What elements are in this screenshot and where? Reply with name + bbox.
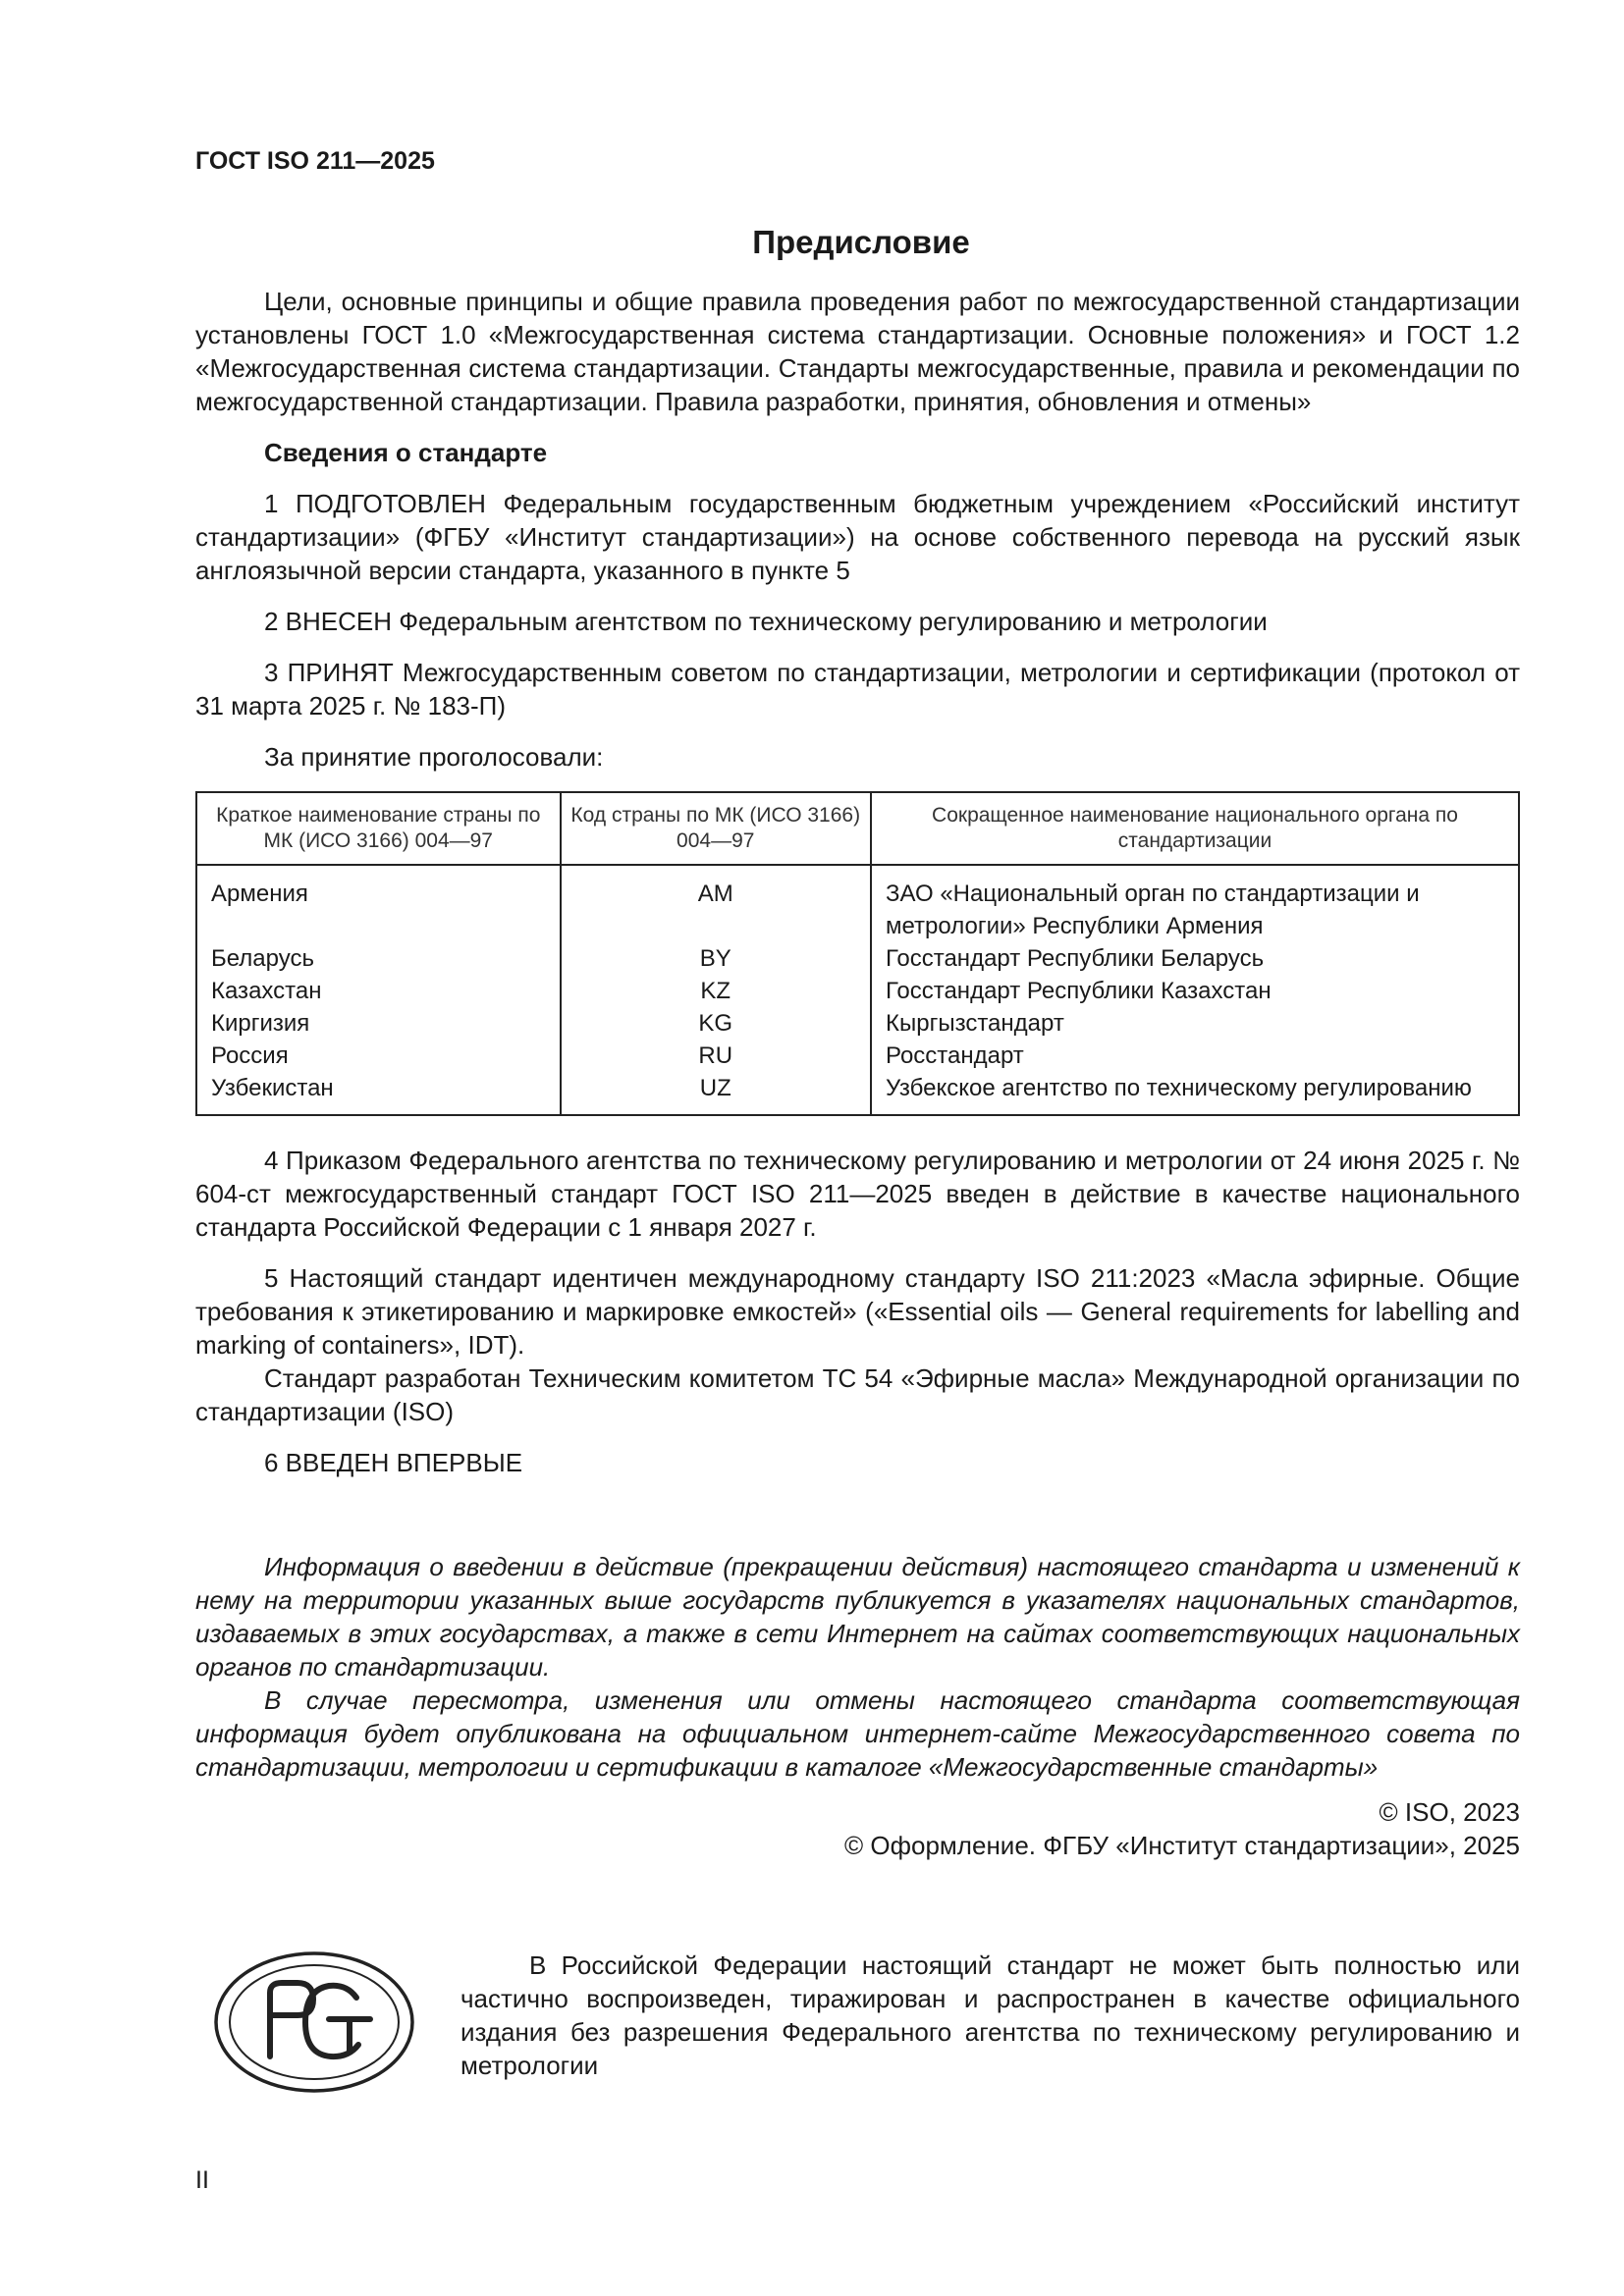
table-row [196, 975, 1519, 1007]
table-header-row [196, 792, 1519, 865]
copyright-institute: © Оформление. ФГБУ «Институт стандартизации», 2025 [844, 1831, 1520, 1860]
country-cell: Казахстан [196, 975, 561, 1007]
voting-table [195, 791, 1520, 1116]
code-cell: RU [561, 1040, 871, 1072]
body-cell: Госстандарт Республики Беларусь [871, 942, 1519, 975]
section-heading: Сведения о стандарте [264, 438, 548, 467]
rst-logo-icon [211, 1949, 417, 2101]
page-title: Предисловие [752, 224, 970, 260]
table-row [196, 1007, 1519, 1040]
info-notice [195, 1550, 1520, 1784]
page-number: II [195, 2166, 209, 2194]
table-row [196, 865, 1519, 942]
item-5-note: Стандарт разработан Техническим комитетом ТС 54 «Эфирные масла» Международной организации по стандартизации (ISO) [195, 1363, 1520, 1426]
header-code: Код страны по МК (ИСО 3166) 004—97 [561, 792, 871, 865]
body-cell: Госстандарт Республики Казахстан [871, 975, 1519, 1007]
country-cell: Россия [196, 1040, 561, 1072]
code-cell: BY [561, 942, 871, 975]
body-cell: ЗАО «Национальный орган по стандартизации и метрологии» Республики Армения [871, 865, 1519, 942]
document-body [195, 285, 1520, 1862]
item-3: 3 ПРИНЯТ Межгосударственным советом по стандартизации, метрологии и сертификации (протокол от 31 марта 2025 г. № 183-П) [195, 658, 1520, 721]
info-paragraph-1: Информация о введении в действие (прекращении действия) настоящего стандарта и изменений к нему на территории указанных выше государств публикуется в указателях национальных стандартов, издаваемых в этих государствах, а также в сети Интернет на сайтах соответствующих национальных органов по стандартизации. [195, 1552, 1520, 1682]
item-4: 4 Приказом Федерального агентства по техническому регулированию и метрологии от 24 июня 2025 г. № 604-ст межгосударственный стандарт ГОСТ ISO 211—2025 введен в действие в качестве национального стандарта Российской Федерации с 1 января 2027 г. [195, 1146, 1520, 1242]
reproduction-notice: В Российской Федерации настоящий стандарт не может быть полностью или частично воспроизведен, тиражирован и распространен в качестве официального издания без разрешения Федерального агентства по техническому регулированию и метрологии [460, 1950, 1520, 2080]
country-cell: Узбекистан [196, 1072, 561, 1115]
code-cell: KZ [561, 975, 871, 1007]
copyright-iso: © ISO, 2023 [1379, 1797, 1520, 1827]
item-6: 6 ВВЕДЕН ВПЕРВЫЕ [264, 1448, 523, 1477]
code-cell: KG [561, 1007, 871, 1040]
intro-paragraph: Цели, основные принципы и общие правила проведения работ по межгосударственной стандартизации установлены ГОСТ 1.0 «Межгосударственная система стандартизации. Основные положения» и ГОСТ 1.2 «Межгосударственная система стандартизации. Стандарты межгосударственные, правила и рекомендации по межгосударственной стандартизации. Правила разработки, принятия, обновления и отмены» [195, 287, 1520, 416]
country-cell: Армения [196, 865, 561, 942]
header-body: Сокращенное наименование национального органа по стандартизации [871, 792, 1519, 865]
code-cell: UZ [561, 1072, 871, 1115]
document-header: ГОСТ ISO 211—2025 [195, 147, 435, 175]
table-row [196, 942, 1519, 975]
table-row [196, 1040, 1519, 1072]
body-cell: Росстандарт [871, 1040, 1519, 1072]
code-cell: AM [561, 865, 871, 942]
voted-label: За принятие проголосовали: [264, 742, 604, 772]
item-1: 1 ПОДГОТОВЛЕН Федеральным государственным бюджетным учреждением «Российский институт стандартизации» (ФГБУ «Институт стандартизации») на основе собственного перевода на русский язык англоязычной версии стандарта, указанного в пункте 5 [195, 489, 1520, 585]
header-country: Краткое наименование страны по МК (ИСО 3166) 004—97 [196, 792, 561, 865]
info-paragraph-2: В случае пересмотра, изменения или отмены настоящего стандарта соответствующая информация будет опубликована на официальном интернет-сайте Межгосударственного совета по стандартизации, метрологии и сертификации в каталоге «Межгосударственные стандарты» [195, 1685, 1520, 1782]
copyright-block [195, 1795, 1520, 1862]
body-cell: Кыргызстандарт [871, 1007, 1519, 1040]
country-cell: Киргизия [196, 1007, 561, 1040]
item-5: 5 Настоящий стандарт идентичен международному стандарту ISO 211:2023 «Масла эфирные. Общие требования к этикетированию и маркировке емкостей» («Essential oils — General requirements for labelling and marking of containers», IDT). [195, 1263, 1520, 1360]
item-2: 2 ВНЕСЕН Федеральным агентством по техническому регулированию и метрологии [264, 607, 1268, 636]
body-cell: Узбекское агентство по техническому регулированию [871, 1072, 1519, 1115]
country-cell: Беларусь [196, 942, 561, 975]
table-row [196, 1072, 1519, 1115]
